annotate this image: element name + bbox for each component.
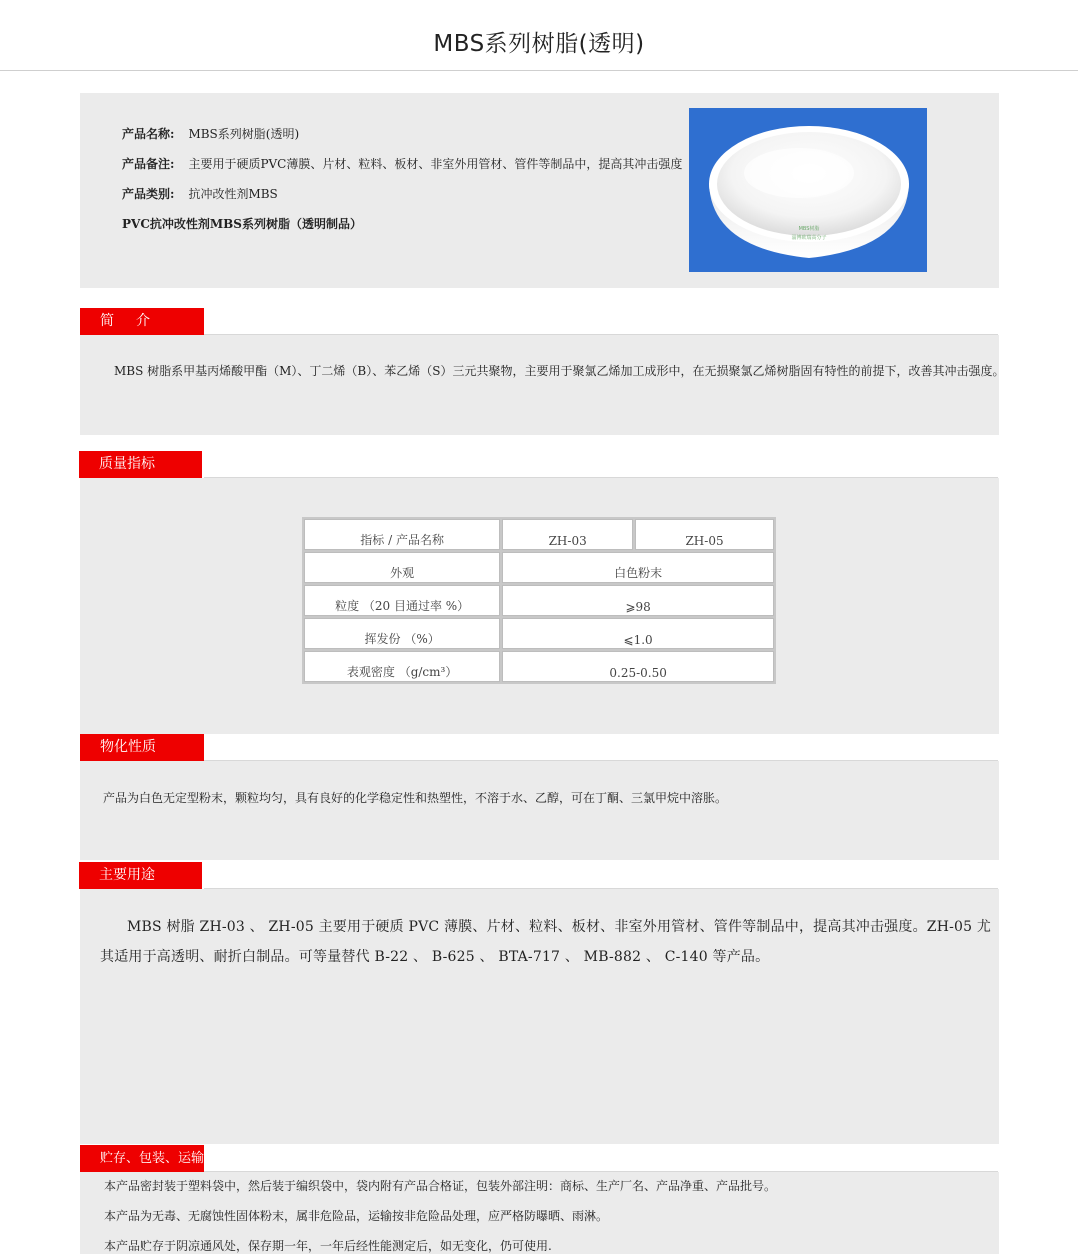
table-header-row xyxy=(304,519,774,550)
tab-physchem: 物化性质 xyxy=(80,734,204,761)
table-row xyxy=(304,651,774,682)
storage-line: 本产品为无毒、无腐蚀性固体粉末，属非危险品，运输按非危险品处理，应严格防曝晒、雨淋。 xyxy=(104,1209,609,1223)
storage-line: 本产品密封装于塑料袋中，然后装于编织袋中，袋内附有产品合格证，包装外部注明：商标、生产厂名、产品净重、产品批号。 xyxy=(104,1179,777,1193)
table-cell: 粒度 （20 目通过率 %） xyxy=(304,585,500,616)
physchem-text: 产品为白色无定型粉末，颗粒均匀，具有良好的化学稳定性和热塑性，不溶于水、乙醇，可在丁酮、三氯甲烷中溶胀。 xyxy=(103,791,728,805)
table-row xyxy=(304,618,774,649)
table-cell: 表观密度 （g/cm³） xyxy=(304,651,500,682)
product-name-label: 产品名称: xyxy=(122,127,175,141)
intro-panel xyxy=(80,335,999,435)
intro-text: MBS 树脂系甲基丙烯酸甲酯（M）、丁二烯（B）、苯乙烯（S）三元共聚物，主要用于聚氯乙烯加工成形中，在无损聚氯乙烯树脂固有特性的前提下，改善其冲击强度。 xyxy=(114,364,1005,378)
table-cell: 外观 xyxy=(304,552,500,583)
product-note-row xyxy=(122,155,682,172)
table-header-cell: ZH-03 xyxy=(502,519,633,550)
tab-usage: 主要用途 xyxy=(79,862,202,889)
table-row xyxy=(304,552,774,583)
page-header xyxy=(0,0,1078,71)
table-header-cell: 指标 / 产品名称 xyxy=(304,519,500,550)
table-cell: ⩽1.0 xyxy=(502,618,774,649)
product-image xyxy=(689,108,927,272)
usage-text: MBS 树脂 ZH-03 、 ZH-05 主要用于硬质 PVC 薄膜、片材、粒料、板材、非室外用管材、管件等制品中，提高其冲击强度。ZH-05 尤其适用于高透明、耐折白制品。可等量替代 B-22 、 B-625 、 BTA-717 、 MB-882 、 C-140 等产品。 xyxy=(100,919,992,965)
product-name-row xyxy=(122,125,299,142)
tab-storage: 贮存、包装、运输 xyxy=(80,1145,204,1172)
tab-intro: 简 介 xyxy=(80,308,204,335)
product-category-row xyxy=(122,185,278,202)
table-cell: 0.25-0.50 xyxy=(502,651,774,682)
powder-dish-illustration xyxy=(689,108,927,272)
product-note-label: 产品备注: xyxy=(122,157,175,171)
tab-quality: 质量指标 xyxy=(79,451,202,478)
image-caption-2: 淄博欧瑞高分子 xyxy=(791,235,827,241)
table-cell: 白色粉末 xyxy=(502,552,774,583)
physchem-panel xyxy=(80,761,999,860)
table-row xyxy=(304,585,774,616)
product-category-value: 抗冲改性剂MBS xyxy=(188,187,278,201)
storage-line: 本产品贮存于阴凉通风处，保存期一年，一年后经性能测定后，如无变化，仍可使用. xyxy=(104,1239,552,1253)
product-subtitle: PVC抗冲改性剂MBS系列树脂（透明制品） xyxy=(122,217,362,231)
image-caption-1: MBS树脂 xyxy=(798,226,820,232)
product-name-value: MBS系列树脂(透明) xyxy=(188,127,300,141)
page-title: MBS系列树脂(透明) xyxy=(433,31,645,57)
product-category-label: 产品类别: xyxy=(122,187,175,201)
quality-table xyxy=(302,517,776,684)
table-header-cell: ZH-05 xyxy=(635,519,774,550)
table-cell: 挥发份 （%） xyxy=(304,618,500,649)
product-note-value: 主要用于硬质PVC薄膜、片材、粒料、板材、非室外用管材、管件等制品中，提高其冲击强度 xyxy=(188,157,683,171)
table-cell: ⩾98 xyxy=(502,585,774,616)
